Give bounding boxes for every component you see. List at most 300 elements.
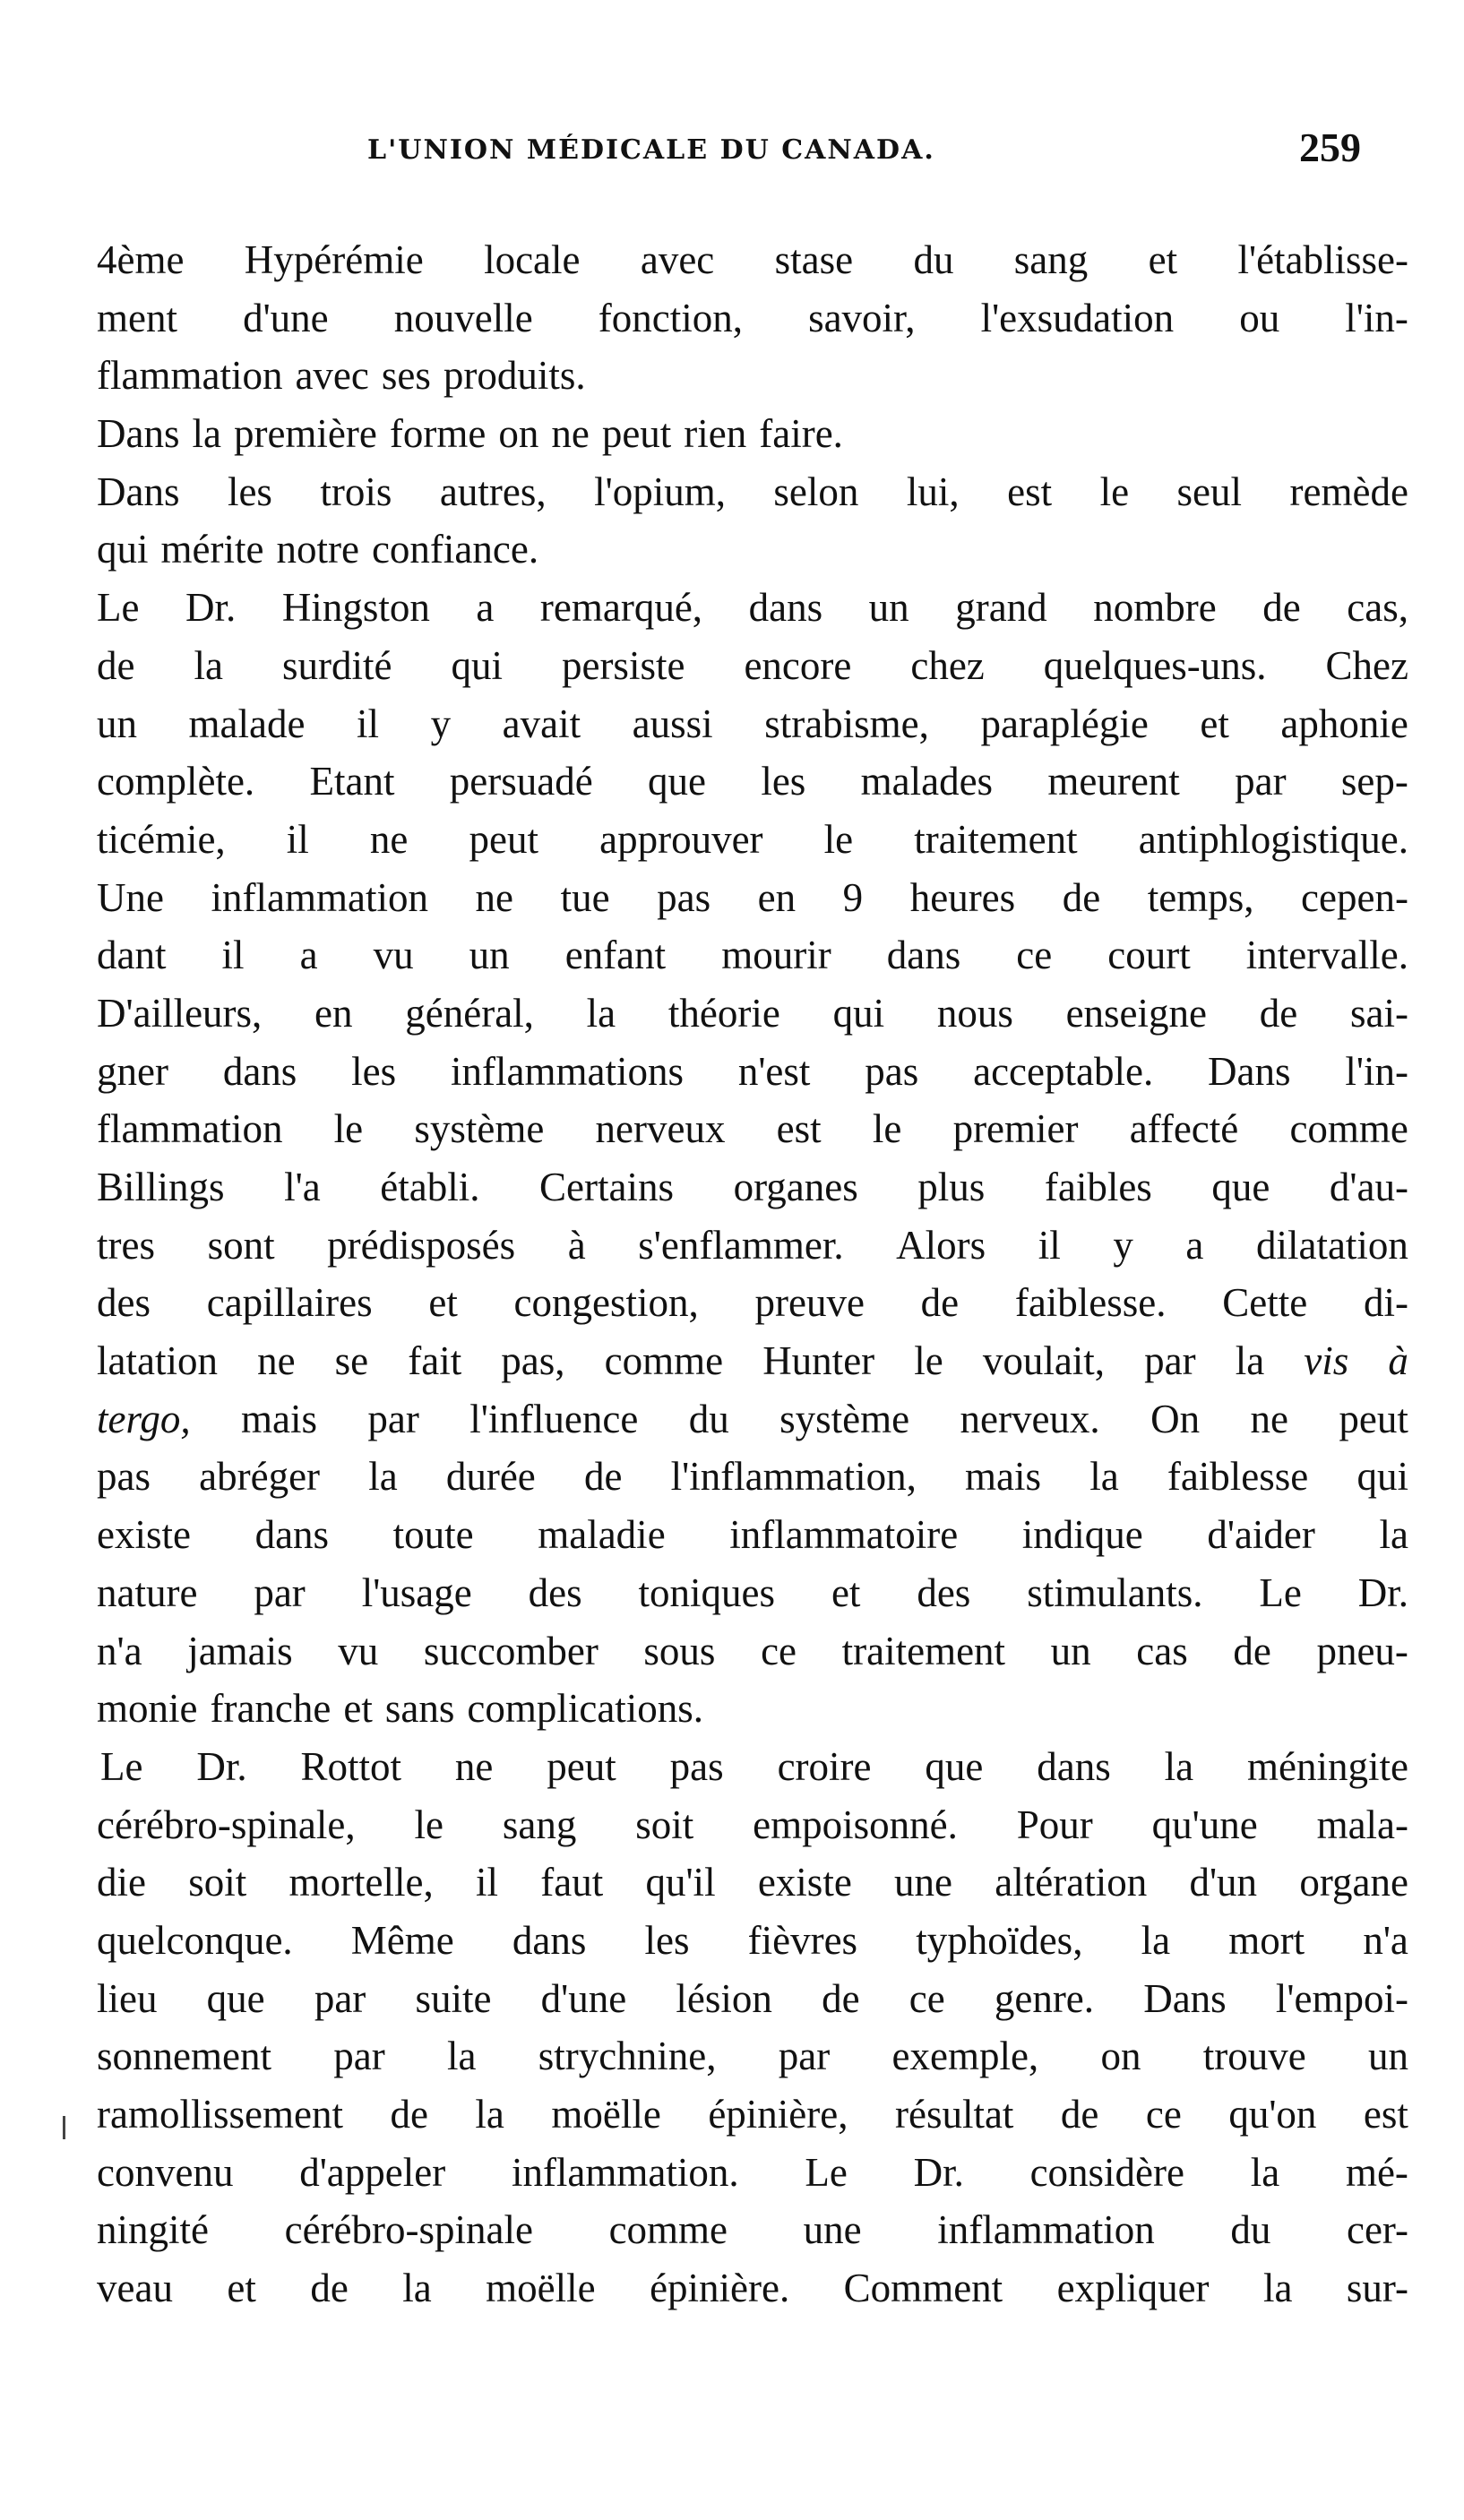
word: inflammations	[451, 1048, 684, 1094]
word: succomber	[423, 1628, 599, 1673]
word: l'établisse-	[1237, 237, 1408, 282]
word: croire	[777, 1743, 872, 1789]
word: voulait,	[982, 1338, 1106, 1384]
word: le	[1099, 469, 1130, 514]
word: les	[644, 1917, 690, 1963]
word: et	[227, 2266, 256, 2311]
text-line	[97, 463, 1408, 521]
text-line	[97, 695, 1408, 753]
word: de	[920, 1280, 960, 1326]
word: est	[1007, 469, 1053, 514]
word: épinière,	[708, 2092, 848, 2137]
word: un	[1050, 1628, 1091, 1673]
word: la	[1250, 2149, 1280, 2195]
word: général,	[405, 990, 534, 1036]
word: d'une	[540, 1975, 627, 2021]
word: ou	[1239, 295, 1280, 340]
word: le	[333, 1106, 364, 1152]
word: le	[872, 1106, 902, 1152]
word: tergo,	[97, 1396, 191, 1441]
word: Hunter	[762, 1338, 875, 1384]
word: dilatation	[1255, 1222, 1408, 1268]
word: temps,	[1147, 874, 1254, 920]
text-line	[97, 2086, 1408, 2144]
word: et	[428, 1280, 458, 1326]
word: Alors	[896, 1222, 986, 1268]
margin-mark	[63, 2116, 65, 2139]
word: de	[1062, 874, 1101, 920]
word: cérébro-spinale	[284, 2207, 533, 2253]
word: di-	[1363, 1280, 1408, 1326]
word: capillaires	[206, 1280, 373, 1326]
word: rien	[684, 411, 747, 457]
word: tue	[560, 874, 610, 920]
running-title: L'UNION MÉDICALE DU CANADA.	[367, 134, 935, 166]
word: sonnement	[97, 2034, 271, 2079]
word: lieu	[97, 1975, 158, 2021]
word: existe	[757, 1860, 852, 1905]
word: ne	[454, 1743, 494, 1789]
word: pas	[657, 874, 711, 920]
word: Hypérémie	[244, 237, 424, 282]
word: remarqué,	[539, 585, 703, 631]
word: par	[778, 2034, 831, 2079]
text-line	[97, 926, 1408, 985]
word: prédisposés	[327, 1222, 516, 1268]
word: établi.	[380, 1165, 480, 1209]
word: l'in-	[1345, 1048, 1408, 1094]
word: flammation	[97, 353, 283, 399]
word: preuve	[754, 1280, 865, 1326]
word: avait	[502, 701, 581, 746]
word: la	[402, 2266, 432, 2311]
word: Dr.	[185, 585, 237, 631]
word: le	[914, 1338, 943, 1384]
word: Certains	[539, 1165, 675, 1209]
word: et	[343, 1686, 373, 1732]
word: des	[917, 1570, 971, 1615]
word: d'un	[1189, 1860, 1258, 1905]
text-line	[97, 753, 1408, 811]
word: le	[414, 1802, 444, 1847]
word: que	[648, 759, 706, 804]
word: persiste	[561, 642, 685, 688]
word: des	[97, 1280, 151, 1326]
word: y	[1113, 1222, 1133, 1268]
word: pas	[669, 1743, 724, 1789]
word: l'usage	[361, 1570, 472, 1615]
word: typhoïdes,	[916, 1917, 1083, 1963]
word: court	[1107, 933, 1191, 978]
word: ses	[381, 353, 431, 399]
word: durée	[445, 1454, 536, 1500]
word: quelconque.	[97, 1917, 293, 1963]
word: cer-	[1346, 2207, 1408, 2253]
word: qu'une	[1151, 1802, 1258, 1847]
word: On	[1150, 1396, 1201, 1441]
word: l'opium,	[594, 469, 726, 514]
word: surdité	[281, 642, 392, 688]
word: heures	[909, 874, 1016, 920]
word: Dr.	[1357, 1570, 1408, 1615]
word: peut	[547, 1743, 616, 1789]
word: locale	[484, 237, 581, 282]
word: a	[1185, 1222, 1204, 1268]
word: faire.	[759, 411, 843, 457]
word: remède	[1289, 469, 1408, 514]
word: acceptable.	[973, 1048, 1154, 1094]
word: d'aider	[1207, 1512, 1315, 1558]
word: ningité	[97, 2207, 209, 2253]
word: Même	[350, 1917, 454, 1963]
word: moëlle	[486, 2266, 596, 2311]
word: de	[822, 1975, 860, 2021]
word: ne	[475, 874, 514, 920]
word: l'in-	[1345, 295, 1408, 340]
word: de	[1233, 1628, 1271, 1673]
word: maladie	[538, 1512, 666, 1558]
word: stase	[774, 237, 854, 282]
word: persuadé	[449, 759, 593, 804]
word: la	[194, 642, 223, 688]
word: convenu	[97, 2149, 234, 2195]
word: sai-	[1349, 990, 1408, 1036]
word: 9	[842, 874, 864, 920]
word: nature	[97, 1570, 198, 1615]
word: en	[757, 874, 797, 920]
word: sont	[207, 1222, 275, 1268]
word: nerveux	[595, 1106, 726, 1152]
word: peut	[1339, 1396, 1408, 1441]
word: fait	[408, 1338, 462, 1384]
word: les	[761, 759, 806, 804]
text-line	[97, 1100, 1408, 1158]
word: cas	[1136, 1628, 1188, 1673]
word: on	[1100, 2034, 1141, 2079]
word: Dr.	[913, 2149, 964, 2195]
text-line	[97, 520, 1408, 579]
word: franche	[210, 1686, 332, 1732]
word: l'influence	[469, 1396, 639, 1441]
word: autres,	[439, 469, 547, 514]
word: n'a	[1363, 1917, 1408, 1963]
word: à	[567, 1222, 586, 1268]
word: pas,	[501, 1338, 565, 1384]
word: indique	[1021, 1512, 1143, 1558]
word: d'au-	[1329, 1165, 1408, 1209]
word: une	[803, 2207, 862, 2253]
word: la	[1089, 1454, 1119, 1500]
text-line	[97, 985, 1408, 1043]
text-line	[97, 1912, 1408, 1970]
word: ce	[1016, 933, 1053, 978]
word: complications.	[467, 1686, 704, 1732]
word: cepen-	[1301, 874, 1408, 920]
word: sang	[1013, 237, 1089, 282]
word: Billings	[97, 1165, 225, 1209]
word: Dans	[97, 411, 180, 457]
word: ce	[909, 1975, 945, 2021]
word: sep-	[1340, 759, 1408, 804]
word: de	[1060, 2092, 1099, 2137]
word: la	[1262, 2266, 1293, 2311]
word: Le	[1259, 1570, 1302, 1615]
word: strabisme,	[764, 701, 929, 746]
word: la	[475, 2092, 504, 2137]
word: théorie	[667, 990, 780, 1036]
word: inflammation	[211, 874, 428, 920]
word: veau	[97, 2266, 173, 2311]
word: qui	[451, 642, 503, 688]
word: Dans	[97, 469, 180, 514]
word: Le	[97, 585, 140, 631]
word: notre	[276, 527, 359, 572]
word: vu	[338, 1628, 379, 1673]
word: dans	[886, 933, 961, 978]
word: faiblesse	[1167, 1454, 1309, 1500]
word: il	[475, 1860, 498, 1905]
word: ne	[1250, 1396, 1288, 1441]
word: de	[97, 642, 135, 688]
word: comme	[608, 2207, 728, 2253]
body-text	[97, 231, 1408, 2318]
word: ticémie,	[97, 816, 226, 862]
text-line	[97, 1564, 1408, 1622]
word: lésion	[676, 1975, 772, 2021]
word: un	[97, 701, 137, 746]
text-line	[97, 1043, 1408, 1101]
word: mourir	[721, 933, 831, 978]
word: système	[414, 1106, 545, 1152]
word: faut	[540, 1860, 604, 1905]
word: expliquer	[1056, 2266, 1210, 2311]
word: tres	[97, 1222, 155, 1268]
word: nouvelle	[393, 295, 533, 340]
word: la	[1164, 1743, 1194, 1789]
word: monie	[97, 1686, 198, 1732]
word: dant	[97, 933, 167, 978]
word: par	[1235, 759, 1287, 804]
word: cérébro-spinale,	[97, 1802, 356, 1847]
word: mérite	[160, 527, 264, 572]
word: que	[1211, 1165, 1270, 1209]
word: soit	[635, 1802, 694, 1847]
word: système	[779, 1396, 910, 1441]
word: pas	[97, 1454, 151, 1500]
word: les	[227, 469, 272, 514]
text-line	[97, 2259, 1408, 2318]
word: congestion,	[513, 1280, 699, 1326]
word: complète.	[97, 759, 255, 804]
word: intervalle.	[1245, 933, 1408, 978]
word: se	[334, 1338, 369, 1384]
word: toute	[392, 1512, 474, 1558]
word: avec	[640, 237, 715, 282]
word: il	[357, 701, 380, 746]
word: par	[254, 1570, 306, 1615]
word: la	[586, 990, 616, 1036]
word: n'est	[737, 1048, 811, 1094]
word: altération	[995, 1860, 1148, 1905]
word: mais	[240, 1396, 317, 1441]
word: inflammation	[937, 2207, 1155, 2253]
text-line	[97, 1970, 1408, 2028]
word: un	[1368, 2034, 1408, 2079]
word: Dr.	[196, 1743, 247, 1789]
word: aussi	[632, 701, 713, 746]
word: D'ailleurs,	[97, 990, 263, 1036]
word: du	[688, 1396, 729, 1441]
word: plus	[917, 1165, 986, 1209]
word: traitement	[841, 1628, 1006, 1673]
word: produits.	[443, 353, 586, 399]
word: Une	[97, 874, 164, 920]
word: qui	[832, 990, 885, 1036]
word: pneu-	[1316, 1628, 1408, 1673]
word: ne	[369, 816, 409, 862]
word: sur-	[1346, 2266, 1408, 2311]
word: Le	[805, 2149, 848, 2195]
word: mais	[965, 1454, 1042, 1500]
word: Chez	[1325, 642, 1408, 688]
word: vu	[373, 933, 414, 978]
word: peut	[601, 411, 672, 457]
word: exemple,	[891, 2034, 1039, 2079]
word: de	[390, 2092, 428, 2137]
text-line	[97, 1796, 1408, 1854]
word: paraplégie	[980, 701, 1149, 746]
word: la	[368, 1454, 398, 1500]
word: organe	[1299, 1860, 1408, 1905]
word: par	[314, 1975, 366, 2021]
word: genre.	[994, 1975, 1095, 2021]
word: que	[206, 1975, 265, 2021]
word: ne	[551, 411, 590, 457]
word: l'a	[284, 1165, 321, 1209]
word: nerveux.	[960, 1396, 1100, 1441]
word: ment	[97, 295, 177, 340]
text-line	[97, 1217, 1408, 1275]
word: l'inflammation,	[670, 1454, 917, 1500]
word: la	[447, 2034, 477, 2079]
word: Cette	[1222, 1280, 1308, 1326]
word: selon	[773, 469, 859, 514]
word: lui,	[906, 469, 960, 514]
word: abréger	[199, 1454, 321, 1500]
word: nous	[936, 990, 1013, 1036]
word: s'enflammer.	[638, 1222, 844, 1268]
word: sans	[384, 1686, 455, 1732]
word: ne	[257, 1338, 296, 1384]
word: enseigne	[1065, 990, 1207, 1036]
word: savoir,	[808, 295, 916, 340]
word: et	[1148, 237, 1178, 282]
word: organes	[733, 1165, 858, 1209]
word: y	[430, 701, 452, 746]
word: il	[221, 933, 245, 978]
text-line	[97, 1448, 1408, 1506]
word: sous	[643, 1628, 716, 1673]
word: dans	[222, 1048, 297, 1094]
word: qui	[97, 527, 149, 572]
word: Le	[100, 1743, 143, 1789]
word: d'une	[243, 295, 329, 340]
word: meurent	[1047, 759, 1180, 804]
text-line	[97, 231, 1408, 289]
word: que	[925, 1743, 984, 1789]
word: la	[192, 411, 221, 457]
word: forme	[389, 411, 487, 457]
word: Rottot	[300, 1743, 402, 1789]
word: comme	[604, 1338, 724, 1384]
word: par	[1144, 1338, 1196, 1384]
word: n'a	[97, 1628, 142, 1673]
word: quelques-uns.	[1043, 642, 1267, 688]
word: mortelle,	[288, 1860, 434, 1905]
word: on	[498, 411, 539, 457]
word: affecté	[1129, 1106, 1239, 1152]
word: de	[310, 2266, 349, 2311]
text-line	[97, 347, 1408, 405]
word: toniques	[638, 1570, 776, 1615]
word: nombre	[1093, 585, 1217, 631]
word: et	[1200, 701, 1229, 746]
word: résultat	[894, 2092, 1014, 2137]
text-line	[97, 1274, 1408, 1332]
text-line	[97, 2027, 1408, 2086]
word: l'exsudation	[980, 295, 1175, 340]
word: gner	[97, 1048, 168, 1094]
word: Dans	[1208, 1048, 1291, 1094]
word: grand	[955, 585, 1047, 631]
text-line	[97, 1680, 1408, 1738]
word: seul	[1176, 469, 1243, 514]
word: qu'on	[1228, 2092, 1317, 2137]
word: dans	[512, 1917, 587, 1963]
word: fièvres	[747, 1917, 858, 1963]
text-line	[97, 1158, 1408, 1217]
word: et	[831, 1570, 861, 1615]
word: la	[1141, 1917, 1171, 1963]
word: inflammatoire	[729, 1512, 959, 1558]
word: vis	[1304, 1338, 1349, 1384]
word: strychnine,	[538, 2034, 717, 2079]
word: stimulants.	[1027, 1570, 1203, 1615]
word: pas	[865, 1048, 919, 1094]
word: inflammation.	[511, 2149, 739, 2195]
word: de	[583, 1454, 623, 1500]
word: soit	[188, 1860, 247, 1905]
word: la	[1379, 1512, 1408, 1558]
word: malade	[188, 701, 306, 746]
word: le	[823, 816, 854, 862]
word: de	[1259, 990, 1298, 1036]
word: un	[868, 585, 909, 631]
word: mala-	[1316, 1802, 1408, 1847]
word: flammation	[97, 1106, 283, 1152]
text-line	[97, 2144, 1408, 2202]
text-line	[97, 1738, 1408, 1796]
word: jamais	[187, 1628, 293, 1673]
word: Pour	[1016, 1802, 1093, 1847]
text-line	[97, 289, 1408, 348]
word: par	[333, 2034, 385, 2079]
word: d'appeler	[299, 2149, 446, 2195]
word: comme	[1289, 1106, 1408, 1152]
word: la	[1235, 1338, 1265, 1384]
word: qu'il	[645, 1860, 716, 1905]
text-line	[97, 1390, 1408, 1449]
